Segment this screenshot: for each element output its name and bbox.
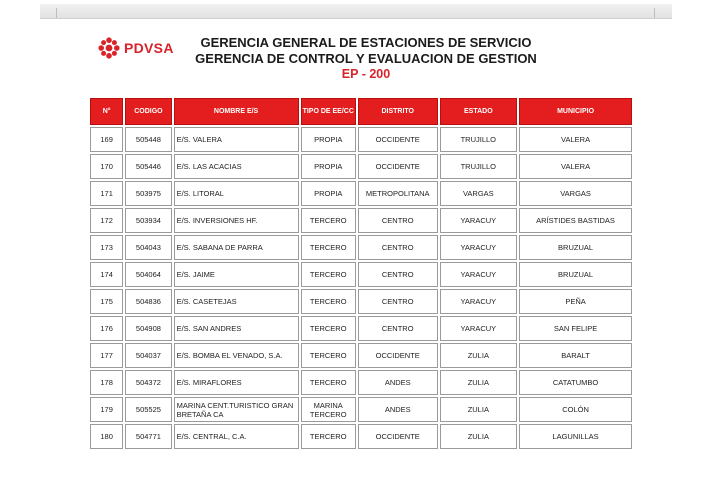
table-cell: TERCERO: [301, 316, 356, 341]
table-row: [90, 289, 632, 314]
table-cell: 177: [90, 343, 123, 368]
table-cell: BRUZUAL: [519, 262, 632, 287]
table-cell: VARGAS: [519, 181, 632, 206]
toolbar-divider: [56, 8, 57, 18]
table-cell: BRUZUAL: [519, 235, 632, 260]
table-cell: 504908: [125, 316, 171, 341]
table-row: [90, 154, 632, 179]
table-row: [90, 235, 632, 260]
table-row: [90, 424, 632, 449]
table-cell: TRUJILLO: [440, 127, 518, 152]
table-cell: 504037: [125, 343, 171, 368]
table-cell: OCCIDENTE: [358, 343, 438, 368]
table-cell: CENTRO: [358, 316, 438, 341]
stations-table: [88, 96, 634, 451]
table-cell: E/S. BOMBA EL VENADO, S.A.: [174, 343, 299, 368]
table-row: [90, 343, 632, 368]
table-cell: PROPIA: [301, 154, 356, 179]
column-header: N°: [90, 98, 123, 125]
table-row: [90, 181, 632, 206]
table-cell: PROPIA: [301, 181, 356, 206]
table-cell: PROPIA: [301, 127, 356, 152]
table-cell: E/S. LITORAL: [174, 181, 299, 206]
table-cell: TRUJILLO: [440, 154, 518, 179]
table-body: [90, 127, 632, 449]
table-row: [90, 262, 632, 287]
table-cell: LAGUNILLAS: [519, 424, 632, 449]
table-cell: E/S. LAS ACACIAS: [174, 154, 299, 179]
table-cell: SAN FELIPE: [519, 316, 632, 341]
table-cell: TERCERO: [301, 262, 356, 287]
table-cell: E/S. INVERSIONES HF.: [174, 208, 299, 233]
table-cell: E/S. CENTRAL, C.A.: [174, 424, 299, 449]
column-header: ESTADO: [440, 98, 518, 125]
document-code: EP - 200: [341, 67, 391, 81]
table-cell: 505446: [125, 154, 171, 179]
table-cell: COLÓN: [519, 397, 632, 422]
table-cell: CENTRO: [358, 235, 438, 260]
table-cell: YARACUY: [440, 289, 518, 314]
table-cell: VALERA: [519, 154, 632, 179]
table-cell: VARGAS: [440, 181, 518, 206]
table-cell: CATATUMBO: [519, 370, 632, 395]
table-cell: ARÍSTIDES BASTIDAS: [519, 208, 632, 233]
column-header: CODIGO: [125, 98, 171, 125]
table-header-row: [90, 98, 632, 125]
table-row: [90, 397, 632, 422]
pdvsa-logo-icon: [98, 37, 120, 59]
table-cell: 174: [90, 262, 123, 287]
table-cell: E/S. MIRAFLORES: [174, 370, 299, 395]
table-row: [90, 316, 632, 341]
table-cell: 170: [90, 154, 123, 179]
table-cell: MARINA CENT.TURISTICO GRAN BRETAÑA CA: [174, 397, 299, 422]
table-cell: BARALT: [519, 343, 632, 368]
logo-text: PDVSA: [124, 40, 174, 56]
table-cell: OCCIDENTE: [358, 154, 438, 179]
table-cell: 173: [90, 235, 123, 260]
table-cell: 172: [90, 208, 123, 233]
table-cell: YARACUY: [440, 208, 518, 233]
table-cell: 505525: [125, 397, 171, 422]
table-cell: TERCERO: [301, 424, 356, 449]
table-cell: METROPOLITANA: [358, 181, 438, 206]
column-header: NOMBRE E/S: [174, 98, 299, 125]
table-cell: YARACUY: [440, 316, 518, 341]
table-cell: VALERA: [519, 127, 632, 152]
column-header: DISTRITO: [358, 98, 438, 125]
toolbar-divider: [654, 8, 655, 18]
table-cell: 180: [90, 424, 123, 449]
table-cell: CENTRO: [358, 262, 438, 287]
document-title-line-1: GERENCIA GENERAL DE ESTACIONES DE SERVICIO: [200, 35, 532, 50]
table-cell: 179: [90, 397, 123, 422]
table-cell: 171: [90, 181, 123, 206]
table-cell: 504043: [125, 235, 171, 260]
table-cell: 504064: [125, 262, 171, 287]
table-cell: 504771: [125, 424, 171, 449]
table-cell: 178: [90, 370, 123, 395]
table-cell: MARINA TERCERO: [301, 397, 356, 422]
table-cell: 505448: [125, 127, 171, 152]
table-cell: OCCIDENTE: [358, 424, 438, 449]
table-cell: CENTRO: [358, 208, 438, 233]
table-cell: 175: [90, 289, 123, 314]
table-cell: ZULIA: [440, 397, 518, 422]
table-cell: 504836: [125, 289, 171, 314]
table-cell: TERCERO: [301, 370, 356, 395]
viewer-toolbar: [40, 4, 672, 19]
table-cell: 504372: [125, 370, 171, 395]
table-cell: PEÑA: [519, 289, 632, 314]
table-cell: ANDES: [358, 397, 438, 422]
table-cell: ZULIA: [440, 343, 518, 368]
table-cell: 503934: [125, 208, 171, 233]
table-cell: 503975: [125, 181, 171, 206]
table-cell: TERCERO: [301, 208, 356, 233]
document-title-line-2: GERENCIA DE CONTROL Y EVALUACION DE GESTION: [195, 51, 537, 66]
column-header: MUNICIPIO: [519, 98, 632, 125]
table-cell: TERCERO: [301, 235, 356, 260]
table-cell: 176: [90, 316, 123, 341]
table-cell: E/S. VALERA: [174, 127, 299, 152]
table-cell: E/S. CASETEJAS: [174, 289, 299, 314]
table-cell: E/S. SAN ANDRES: [174, 316, 299, 341]
table-cell: ZULIA: [440, 370, 518, 395]
table-cell: 169: [90, 127, 123, 152]
table-cell: E/S. SABANA DE PARRA: [174, 235, 299, 260]
table-row: [90, 127, 632, 152]
table-cell: OCCIDENTE: [358, 127, 438, 152]
table-cell: TERCERO: [301, 343, 356, 368]
table-row: [90, 208, 632, 233]
table-cell: YARACUY: [440, 235, 518, 260]
pdvsa-logo: [98, 36, 174, 60]
table-cell: TERCERO: [301, 289, 356, 314]
column-header: TIPO DE EE/CC: [301, 98, 356, 125]
table-row: [90, 370, 632, 395]
table-cell: CENTRO: [358, 289, 438, 314]
table-cell: YARACUY: [440, 262, 518, 287]
table-cell: ZULIA: [440, 424, 518, 449]
table-cell: E/S. JAIME: [174, 262, 299, 287]
table-cell: ANDES: [358, 370, 438, 395]
